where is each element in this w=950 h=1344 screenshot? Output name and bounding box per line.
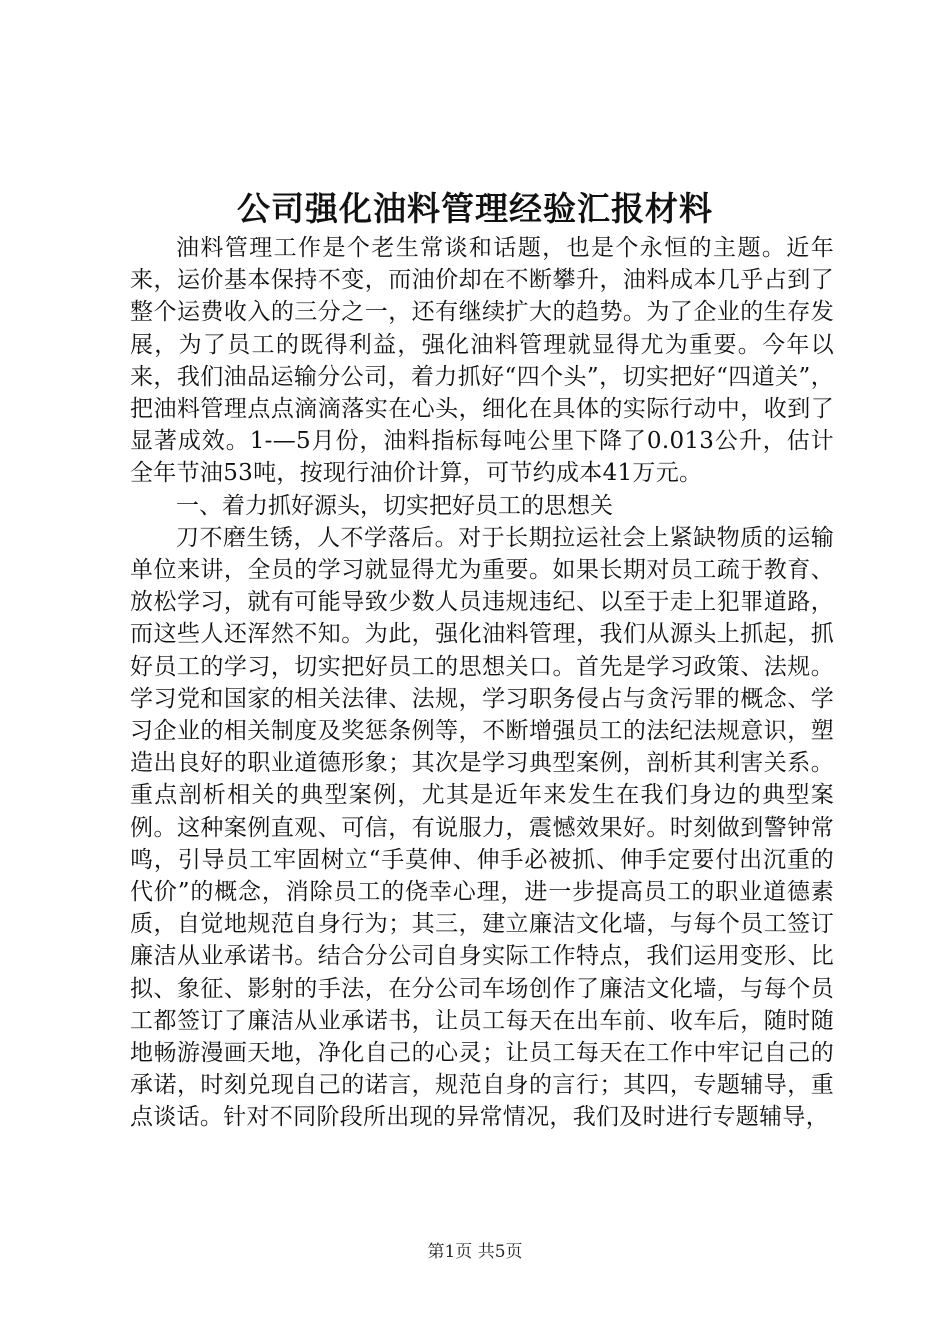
intro-paragraph: 油料管理工作是个老生常谈和话题，也是个永恒的主题。近年来，运价基本保持不变，而油价却在不断攀升，油料成本几乎占到了整个运费收入的三分之一，还有继续扩大的趋势。为了企业的生存发展，为了员工的既得利益，强化油料管理就显得尤为重要。今年以来，我们油品运输分公司，着力抓好“四个头”，切实把好“四道关”，把油料管理点点滴滴落实在心头，细化在具体的实际行动中，收到了显著成效。1-—5月份，油料指标每吨公里下降了0.013公升，估计全年节油53吨，按现行油价计算，可节约成本41万元。	[130, 235, 834, 487]
page-footer: 第1页 共5页	[427, 1242, 523, 1262]
section-heading: 一、着力抓好源头，切实把好员工的思想关	[176, 492, 613, 519]
document-body	[130, 232, 834, 1134]
body-paragraph: 刀不磨生锈，人不学落后。对于长期拉运社会上紧缺物质的运输单位来讲，全员的学习就显得尤为重要。如果长期对员工疏于教育、放松学习，就有可能导致少数人员违规违纪、以至于走上犯罪道路，而这些人还浑然不知。为此，强化油料管理，我们从源头上抓起，抓好员工的学习，切实把好员工的思想关口。首先是学习政策、法规。学习党和国家的相关法律、法规，学习职务侵占与贪污罪的概念、学习企业的相关制度及奖惩条例等，不断增强员工的法纪法规意识，塑造出良好的职业道德形象；其次是学习典型案例，剖析其利害关系。重点剖析相关的典型案例，尤其是近年来发生在我们身边的典型案例。这种案例直观、可信，有说服力，震憾效果好。时刻做到警钟常鸣，引导员工牢固树立“手莫伸、伸手必被抓、伸手定要付出沉重的代价”的概念，消除员工的侥幸心理，进一步提高员工的职业道德素质，自觉地规范自身行为；其三，建立廉洁文化墙，与每个员工签订廉洁从业承诺书。结合分公司自身实际工作特点，我们运用变形、比拟、象征、影射的手法，在分公司车场创作了廉洁文化墙，与每个员工都签订了廉洁从业承诺书，让员工每天在出车前、收车后，随时随地畅游漫画天地，净化自己的心灵；让员工每天在工作中牢记自己的承诺，时刻兑现自己的诺言，规范自身的言行；其四，专题辅导，重点谈话。针对不同阶段所出现的异常情况，我们及时进行专题辅导，	[130, 524, 834, 1131]
document-title: 公司强化油料管理经验汇报材料	[237, 189, 713, 228]
